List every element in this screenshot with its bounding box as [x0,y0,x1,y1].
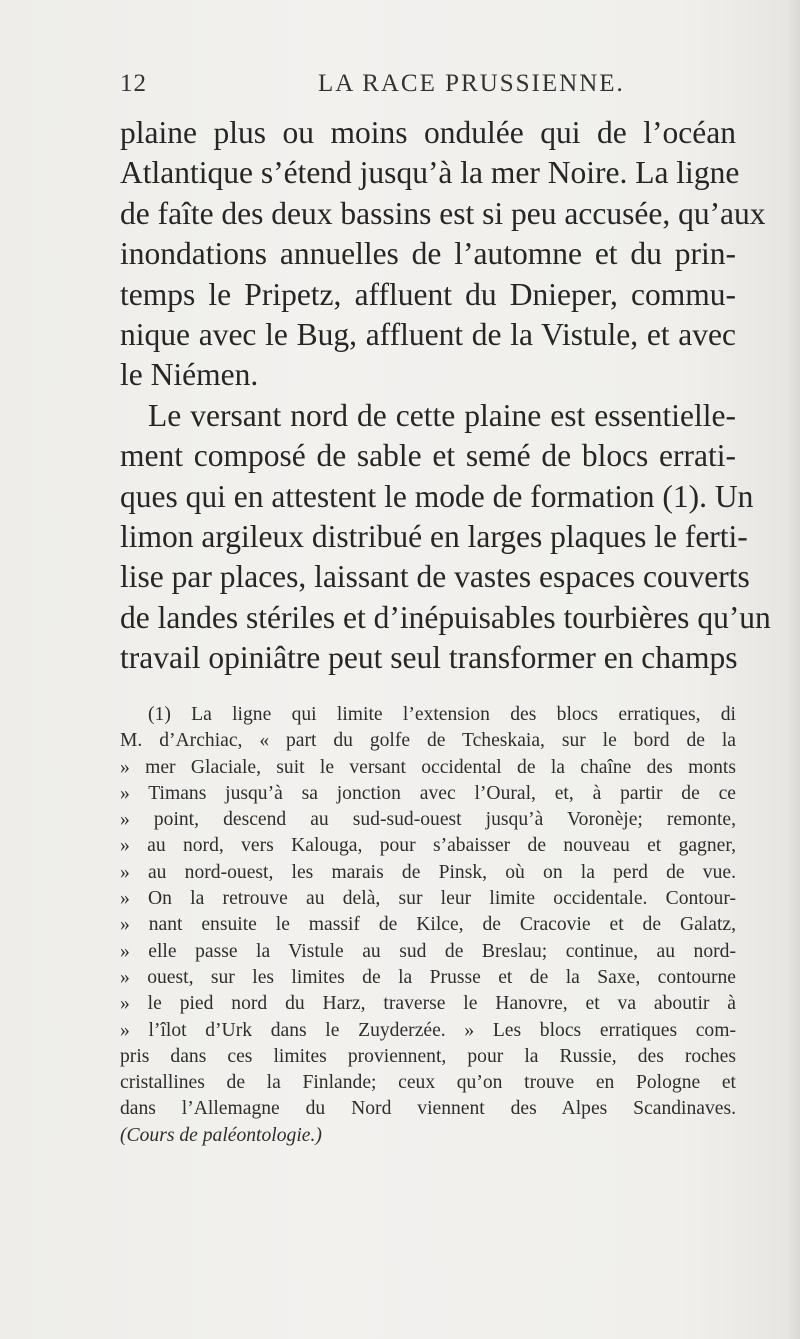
text-line: inondations annuelles de l’automne et du prin- [120,236,736,272]
page-edge-shadow [786,0,800,1339]
footnote-line: M. d’Archiac, « part du golfe de Tcheskaia, sur le bord de la [120,730,736,752]
footnote-line: » l’îlot d’Urk dans le Zuyderzée. » Les blocs erratiques com- [120,1019,736,1041]
main-text [120,113,771,679]
footnote-line: dans l’Allemagne du Nord viennent des Alpes Scandinaves. [120,1098,736,1120]
footnote-line: » le pied nord du Harz, traverse le Hanovre, et va aboutir à [120,993,736,1015]
text-line: de landes stériles et d’inépuisables tourbières qu’un [120,599,771,635]
footnote-line: » mer Glaciale, suit le versant occidental de la chaîne des monts [120,756,736,778]
text-line: de faîte des deux bassins est si peu accusée, qu’aux [120,195,766,231]
page-header [120,70,730,110]
text-line: nique avec le Bug, affluent de la Vistule, et avec [120,317,736,353]
footnote-line: » au nord-ouest, les marais de Pinsk, où on la perd de vue. [120,861,736,883]
text-line: Atlantique s’étend jusqu’à la mer Noire. La ligne [120,155,740,191]
footnote-line: » nant ensuite le massif de Kilce, de Cracovie et de Galatz, [120,914,736,936]
text-line: Le versant nord de cette plaine est essentielle- [148,397,736,433]
footnote-line: (1) La ligne qui limite l’extension des blocs erratiques, di [148,704,736,725]
text-line: lise par places, laissant de vastes espaces couverts [120,559,750,595]
footnote-line: » elle passe la Vistule au sud de Breslau; continue, au nord- [120,940,736,962]
page-number: 12 [120,70,147,97]
footnote-line: cristallines de la Finlande; ceux qu’on trouve en Pologne et [120,1072,736,1094]
text-line: le Niémen. [120,357,259,393]
footnote-line: » point, descend au sud-sud-ouest jusqu’à Voronèje; remonte, [120,809,736,831]
footnote-line: » au nord, vers Kalouga, pour s’abaisser de nouveau et gagner, [120,835,736,857]
text-line: plaine plus ou moins ondulée qui de l’océan [120,115,736,150]
running-title: LA RACE PRUSSIENNE. [318,70,625,97]
text-line: ques qui en attestent le mode de formation (1). Un [120,478,754,514]
footnote-line: » Timans jusqu’à sa jonction avec l’Oural, et, à partir de ce [120,782,736,804]
text-line: travail opiniâtre peut seul transformer en champs [120,640,738,676]
footnote [120,702,736,1149]
footnote-line: pris dans ces limites proviennent, pour la Russie, des roches [120,1045,736,1067]
footnote-line: » ouest, sur les limites de la Prusse et de la Saxe, contourne [120,966,736,988]
footnote-citation: (Cours de paléontologie.) [120,1124,322,1146]
text-line: temps le Pripetz, affluent du Dnieper, commu- [120,276,736,312]
text-line: limon argileux distribué en larges plaques le ferti- [120,519,748,555]
text-line: ment composé de sable et semé de blocs errati- [120,438,736,474]
footnote-line: » On la retrouve au delà, sur leur limite occidentale. Contour- [120,888,736,910]
